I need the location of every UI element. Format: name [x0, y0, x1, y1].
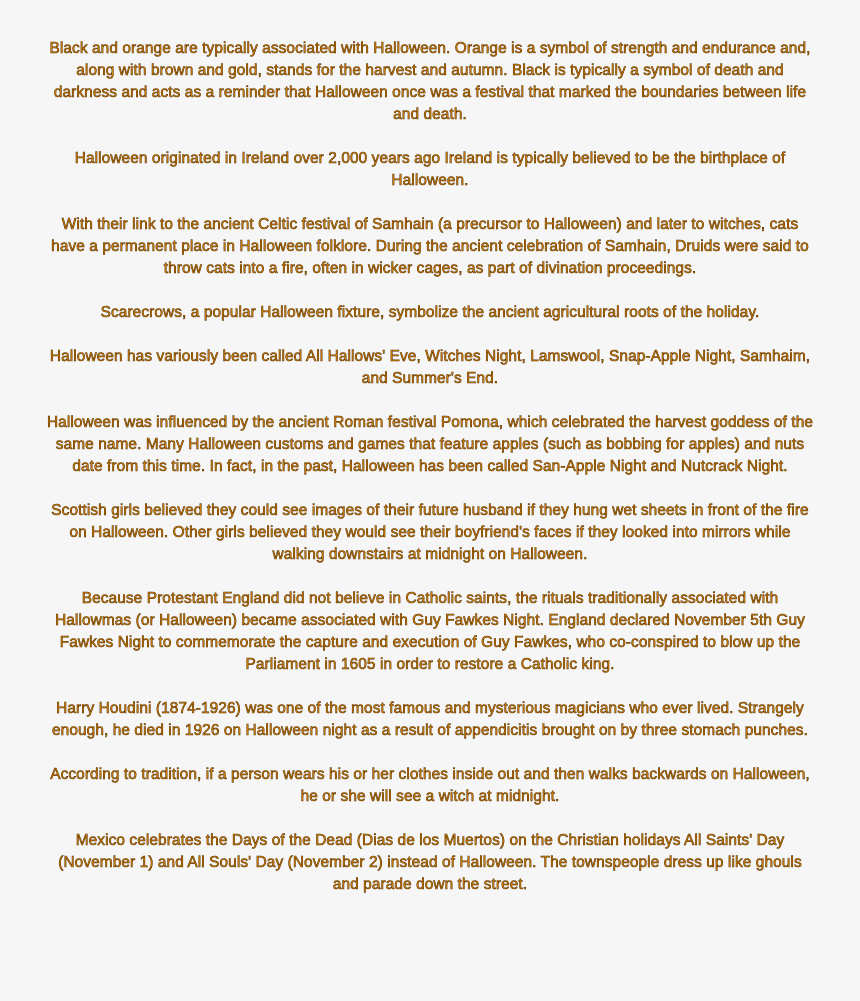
- paragraph-houdini: Harry Houdini (1874-1926) was one of the most famous and mysterious magicians who ever lived. Strangely enough, he died in 1926 on Halloween night as a result of appendicitis brought on by three stomach punches.: [52, 700, 808, 739]
- paragraph-witch-tradition: According to tradition, if a person wears his or her clothes inside out and then walks backwards on Halloween, he or she will see a witch at midnight.: [50, 766, 810, 805]
- paragraph-cats-samhain: With their link to the ancient Celtic festival of Samhain (a precursor to Halloween) and later to witches, cats have a permanent place in Halloween folklore. During the ancient celebration of Samhain, Druids were said to throw cats into a fire, often in wicker cages, as part of divination proceedings.: [51, 216, 809, 277]
- paragraph-origin-ireland: Halloween originated in Ireland over 2,000 years ago Ireland is typically believed to be the birthplace of Halloween.: [74, 150, 786, 189]
- halloween-facts-document: [44, 38, 816, 918]
- paragraph-scarecrows: Scarecrows, a popular Halloween fixture, symbolize the ancient agricultural roots of the holiday.: [100, 304, 760, 321]
- paragraph-halloween-names: Halloween has variously been called All Hallows' Eve, Witches Night, Lamswool, Snap-Apple Night, Samhaim, and Summer's End.: [49, 348, 811, 387]
- paragraph-guy-fawkes: Because Protestant England did not believe in Catholic saints, the rituals traditionally associated with Hallowmas (or Halloween) became associated with Guy Fawkes Night. England declared November 5th Guy Fawkes Night to commemorate the capture and execution of Guy Fawkes, who co-conspired to blow up the Parliament in 1605 in order to restore a Catholic king.: [55, 590, 805, 673]
- paragraph-scottish-girls: Scottish girls believed they could see images of their future husband if they hung wet sheets in front of the fire on Halloween. Other girls believed they would see their boyfriend's faces if they looked into mirrors while walking downstairs at midnight on Halloween.: [51, 502, 809, 563]
- paragraph-days-of-the-dead: Mexico celebrates the Days of the Dead (Dias de los Muertos) on the Christian holidays All Saints' Day (November 1) and All Souls' Day (November 2) instead of Halloween. The townspeople dress up like ghouls and parade down the street.: [58, 832, 802, 893]
- paragraph-pomona-festival: Halloween was influenced by the ancient Roman festival Pomona, which celebrated the harvest goddess of the same name. Many Halloween customs and games that feature apples (such as bobbing for apples) and nuts date from this time. In fact, in the past, Halloween has been called San-Apple Night and Nutcrack Night.: [46, 414, 814, 475]
- paragraph-halloween-colors: Black and orange are typically associated with Halloween. Orange is a symbol of strength and endurance and, along with brown and gold, stands for the harvest and autumn. Black is typically a symbol of death and darkness and acts as a reminder that Halloween once was a festival that marked the boundaries between life and death.: [49, 40, 811, 123]
